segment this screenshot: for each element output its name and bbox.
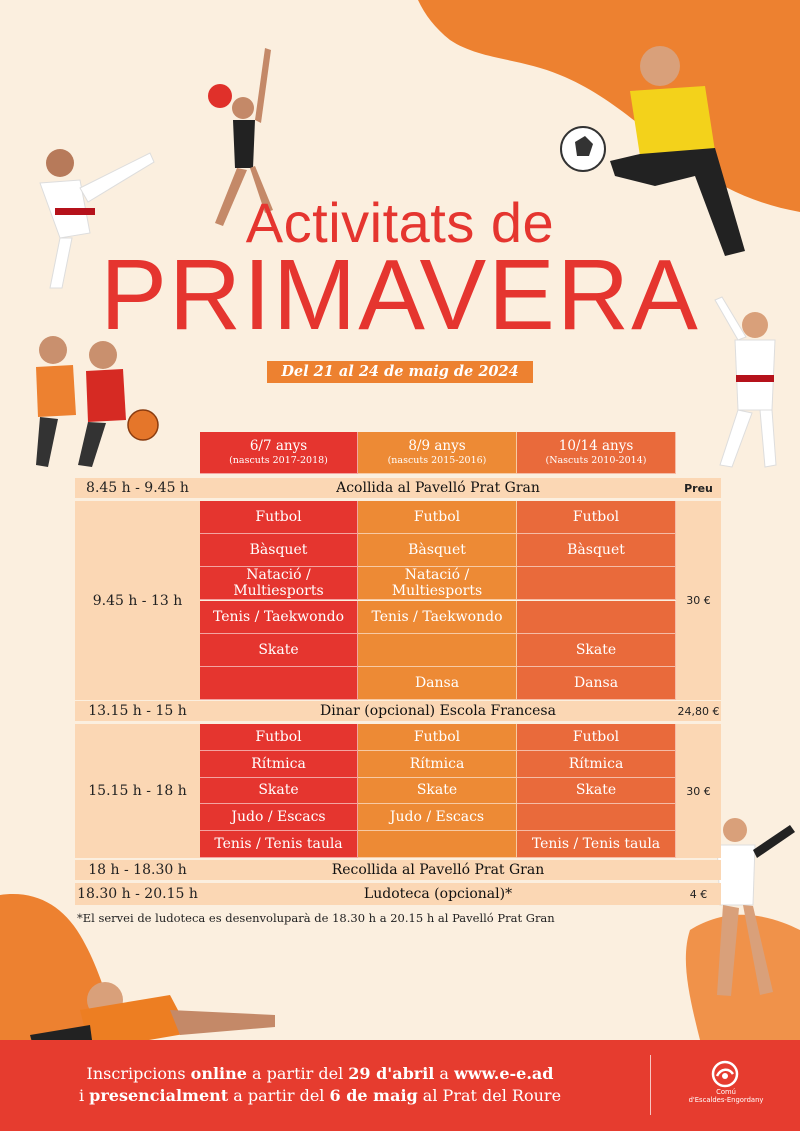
footer-line-1	[0, 1064, 640, 1083]
activity-cell: Futbol	[358, 501, 517, 534]
activity-cell: Skate	[200, 634, 358, 667]
activity-cell: Natació / Multiesports	[358, 567, 517, 600]
activity-cell: Tenis / Taekwondo	[200, 601, 358, 634]
activity-cell: Futbol	[200, 501, 358, 534]
activity-cell	[517, 567, 676, 600]
footer-text: i	[78, 1086, 90, 1105]
activity-cell: Dansa	[358, 667, 517, 700]
activity-cell	[517, 601, 676, 634]
activity-cell: Bàsquet	[517, 534, 676, 567]
activity-cell: Futbol	[517, 501, 676, 534]
acollida-band: Acollida al Pavelló Prat Gran	[200, 478, 676, 498]
activity-cell: Skate	[517, 634, 676, 667]
column-header-10-14	[517, 432, 676, 474]
activity-cell: Rítmica	[200, 751, 358, 778]
price-morning: 30 €	[676, 501, 721, 700]
time-recollida: 18 h - 18.30 h	[75, 860, 200, 880]
activity-cell: Tenis / Taekwondo	[358, 601, 517, 634]
time-morning: 9.45 h - 13 h	[75, 501, 200, 700]
activity-cell: Natació / Multiesports	[200, 567, 358, 600]
activity-cell: Futbol	[200, 724, 358, 751]
activity-cell	[200, 667, 358, 700]
logo-line-1: Comú	[716, 1088, 736, 1096]
column-born: (nascuts 2017-2018)	[229, 454, 328, 466]
activity-cell: Judo / Escacs	[200, 804, 358, 831]
activity-cell: Tenis / Tenis taula	[517, 831, 676, 858]
activity-cell	[358, 831, 517, 858]
activity-cell: Futbol	[517, 724, 676, 751]
price-recollida-empty	[676, 860, 721, 880]
footer-text: a partir del	[246, 1064, 349, 1083]
column-age: 6/7 anys	[249, 438, 308, 455]
dinar-band: Dinar (opcional) Escola Francesa	[200, 701, 676, 721]
footer-bar	[0, 1040, 800, 1131]
column-born: (Nascuts 2010-2014)	[545, 454, 647, 466]
footer-text: al Prat del Roure	[417, 1086, 562, 1105]
ludoteca-band: Ludoteca (opcional)*	[200, 883, 676, 905]
activity-cell: Skate	[358, 778, 517, 805]
time-dinar: 13.15 h - 15 h	[75, 701, 200, 721]
footnote: *El servei de ludoteca es desenvoluparà de 18.30 h a 20.15 h al Pavelló Prat Gran	[77, 911, 555, 925]
time-afternoon: 15.15 h - 18 h	[75, 724, 200, 858]
activity-cell: Tenis / Tenis taula	[200, 831, 358, 858]
column-age: 8/9 anys	[408, 438, 466, 455]
column-age: 10/14 anys	[558, 438, 634, 455]
footer-website-link[interactable]: www.e-e.ad	[454, 1064, 554, 1083]
footer-text: Inscripcions	[86, 1064, 191, 1083]
activity-cell	[358, 634, 517, 667]
time-ludoteca: 18.30 h - 20.15 h	[75, 883, 200, 905]
recollida-band: Recollida al Pavelló Prat Gran	[200, 860, 676, 880]
activity-cell: Judo / Escacs	[358, 804, 517, 831]
footer-divider	[650, 1055, 651, 1115]
activity-cell: Futbol	[358, 724, 517, 751]
logo-line-2: d'Escaldes-Engordany	[688, 1096, 764, 1104]
activity-cell: Rítmica	[517, 751, 676, 778]
column-born: (nascuts 2015-2016)	[387, 454, 487, 466]
dates-banner: Del 21 al 24 de maig de 2024	[267, 361, 533, 383]
footer-date-presencial: 6 de maig	[329, 1086, 418, 1105]
footer-text: a partir del	[228, 1086, 330, 1105]
comu-logo-text	[680, 1088, 772, 1104]
activity-cell: Dansa	[517, 667, 676, 700]
footer-line-2	[0, 1086, 640, 1105]
title-line-1: Activitats de	[245, 191, 555, 254]
column-header-8-9	[358, 432, 517, 474]
footer-text: a	[434, 1064, 455, 1083]
activity-cell: Bàsquet	[358, 534, 517, 567]
time-acollida: 8.45 h - 9.45 h	[75, 478, 200, 498]
column-header-6-7	[200, 432, 358, 474]
activity-cell: Rítmica	[358, 751, 517, 778]
footer-date-online: 29 d'abril	[348, 1064, 435, 1083]
price-ludoteca: 4 €	[676, 883, 721, 905]
price-header: Preu	[676, 478, 721, 498]
activity-cell: Skate	[200, 778, 358, 805]
comu-logo-icon	[709, 1060, 741, 1088]
price-dinar: 24,80 €	[676, 701, 721, 721]
activity-cell	[517, 804, 676, 831]
activity-cell: Skate	[517, 778, 676, 805]
title-line-2: PRIMAVERA	[100, 239, 700, 351]
price-afternoon: 30 €	[676, 724, 721, 858]
activity-cell: Bàsquet	[200, 534, 358, 567]
footer-presencial: presencialment	[89, 1086, 229, 1105]
footer-online: online	[190, 1064, 247, 1083]
